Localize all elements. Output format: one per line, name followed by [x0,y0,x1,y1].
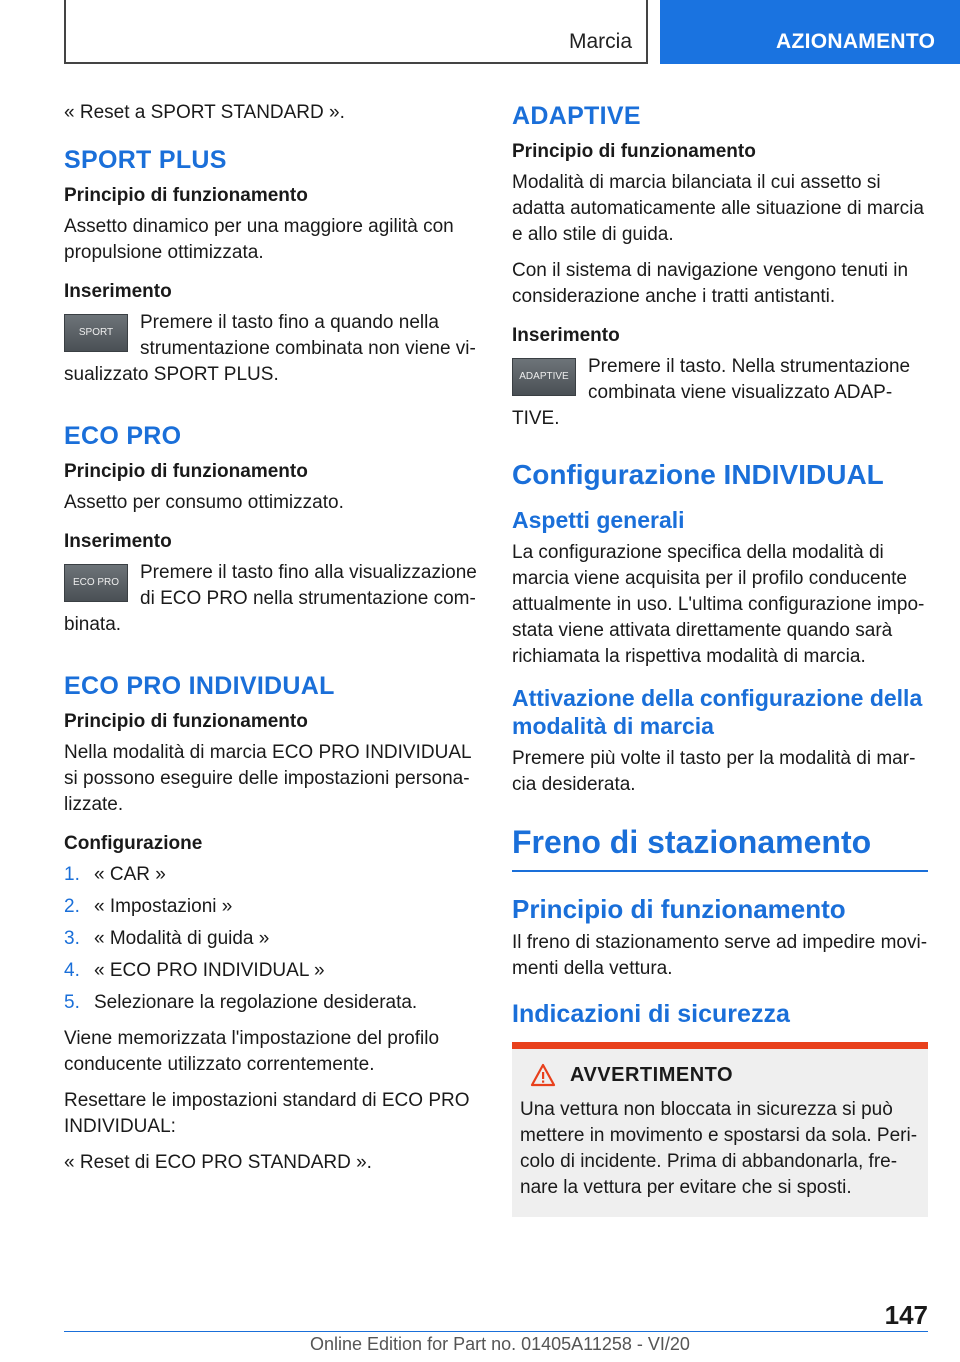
adaptive-insert-text: Premere il tasto. Nella strumentazione combinata viene visualizzato ADAPTIVE. [512,356,911,429]
page-number: 147 [884,1300,928,1330]
eco-pro-individual-principle-text: Nella modalità di marcia ECO PRO INDIVIDUAL si possono eseguire delle impostazioni personalizzate. [64,742,471,815]
parking-brake-title: Freno di stazionamento [512,824,872,860]
eco-pro-individual-principle-title: Principio di funzionamento [64,711,308,732]
step-text: Selezionare la regolazione desiderata. [94,992,418,1013]
adaptive-nav-text: Con il sistema di navigazione vengono tenuti in considerazione anche i tratti antistanti. [512,260,909,307]
eco-pro-principle-text: Assetto per consumo ottimizzato. [64,492,344,513]
sport-button-icon: SPORT [64,314,128,352]
general-aspects-text: La configurazione specifica della modalità di marcia viene acquisita per il profilo conducente attualmente in uso. L'ultima configurazione impostata viene attivata direttamente quando sarà richiamata la rispettiva modalità di marcia. [512,542,925,667]
adaptive-insert [512,354,928,432]
parking-brake-heading [512,822,928,872]
header-chapter-title: AZIONAMENTO [776,30,936,53]
footer-edition: Online Edition for Part no. 01405A11258 - VI/20 [310,1334,690,1354]
header-chapter-tab [660,0,960,64]
adaptive-insert-title: Inserimento [512,325,620,346]
eco-pro-button-icon: ECO PRO [64,564,128,602]
step-item [64,926,482,952]
sport-plus-insert-title: Inserimento [64,281,172,302]
parking-brake-principle-title: Principio di funzionamento [512,894,846,924]
reset-sport-text: « Reset a SPORT STANDARD ». [64,102,345,123]
activation-title: Attivazione della configurazione della modalità di marcia [512,685,923,739]
sport-plus-insert-text: Premere il tasto fino a quando nella strumentazione combinata non viene visualizzato SPORT PLUS. [64,312,476,385]
step-number: 2. [64,896,80,917]
parking-brake-principle-text: Il freno di stazionamento serve ad impedire movimenti della vettura. [512,932,928,979]
step-text: « CAR » [94,864,166,885]
step-number: 3. [64,928,80,949]
eco-pro-individual-title: ECO PRO INDIVIDUAL [64,672,335,700]
eco-pro-title: ECO PRO [64,422,182,450]
header-section-title: Marcia [568,30,632,53]
adaptive-principle-text: Modalità di marcia bilanciata il cui assetto si adatta automaticamente alle situazione di marcia e allo stile di guida. [512,172,924,245]
step-number: 1. [64,864,80,885]
step-item [64,894,482,920]
adaptive-button-icon: ADAPTIVE [512,358,576,396]
activation-text: Premere più volte il tasto per la modalità di marcia desiderata. [512,748,916,795]
warning-triangle-icon [530,1063,556,1087]
configuration-steps [64,862,482,1016]
sport-plus-principle-text: Assetto dinamico per una maggiore agilità con propulsione ottimizzata. [64,216,454,263]
sport-plus-insert [64,310,482,388]
step-text: « Modalità di guida » [94,928,270,949]
step-item [64,862,482,888]
safety-title: Indicazioni di sicurezza [512,1000,790,1028]
warning-header [520,1063,920,1087]
step-item [64,958,482,984]
header-section-box [64,0,648,64]
warning-label: AVVERTIMENTO [570,1063,734,1086]
step-number: 4. [64,960,80,981]
footer-rule [64,1331,928,1332]
eco-pro-insert-text: Premere il tasto fino alla visualizzazione di ECO PRO nella strumentazione combinata. [64,562,477,635]
right-column [512,100,928,1217]
sport-plus-principle-title: Principio di funzionamento [64,185,308,206]
reset-command-text: « Reset di ECO PRO STANDARD ». [64,1152,372,1173]
sport-plus-title: SPORT PLUS [64,146,227,174]
eco-pro-principle-title: Principio di funzionamento [64,461,308,482]
step-item [64,990,482,1016]
reset-intro-text: Resettare le impostazioni standard di ECO PRO INDIVIDUAL: [64,1090,470,1137]
step-text: « ECO PRO INDIVIDUAL » [94,960,325,981]
step-number: 5. [64,992,80,1013]
configuration-title: Configurazione [64,833,203,854]
step-text: « Impostazioni » [94,896,233,917]
memo-text: Viene memorizzata l'impostazione del profilo conducente utilizzato correntemente. [64,1028,440,1075]
warning-box [512,1042,928,1217]
adaptive-title: ADAPTIVE [512,102,641,130]
eco-pro-insert-title: Inserimento [64,531,172,552]
warning-text: Una vettura non bloccata in sicurezza si può mettere in movimento e spostarsi da sola. Pericolo di incidente. Prima di abbandonarla, frenare la vettura per evitare che si sposti. [520,1099,918,1198]
general-aspects-title: Aspetti generali [512,507,685,533]
eco-pro-insert [64,560,482,638]
left-column [64,100,482,1186]
adaptive-principle-title: Principio di funzionamento [512,141,756,162]
individual-config-title: Configurazione INDIVIDUAL [512,459,884,490]
